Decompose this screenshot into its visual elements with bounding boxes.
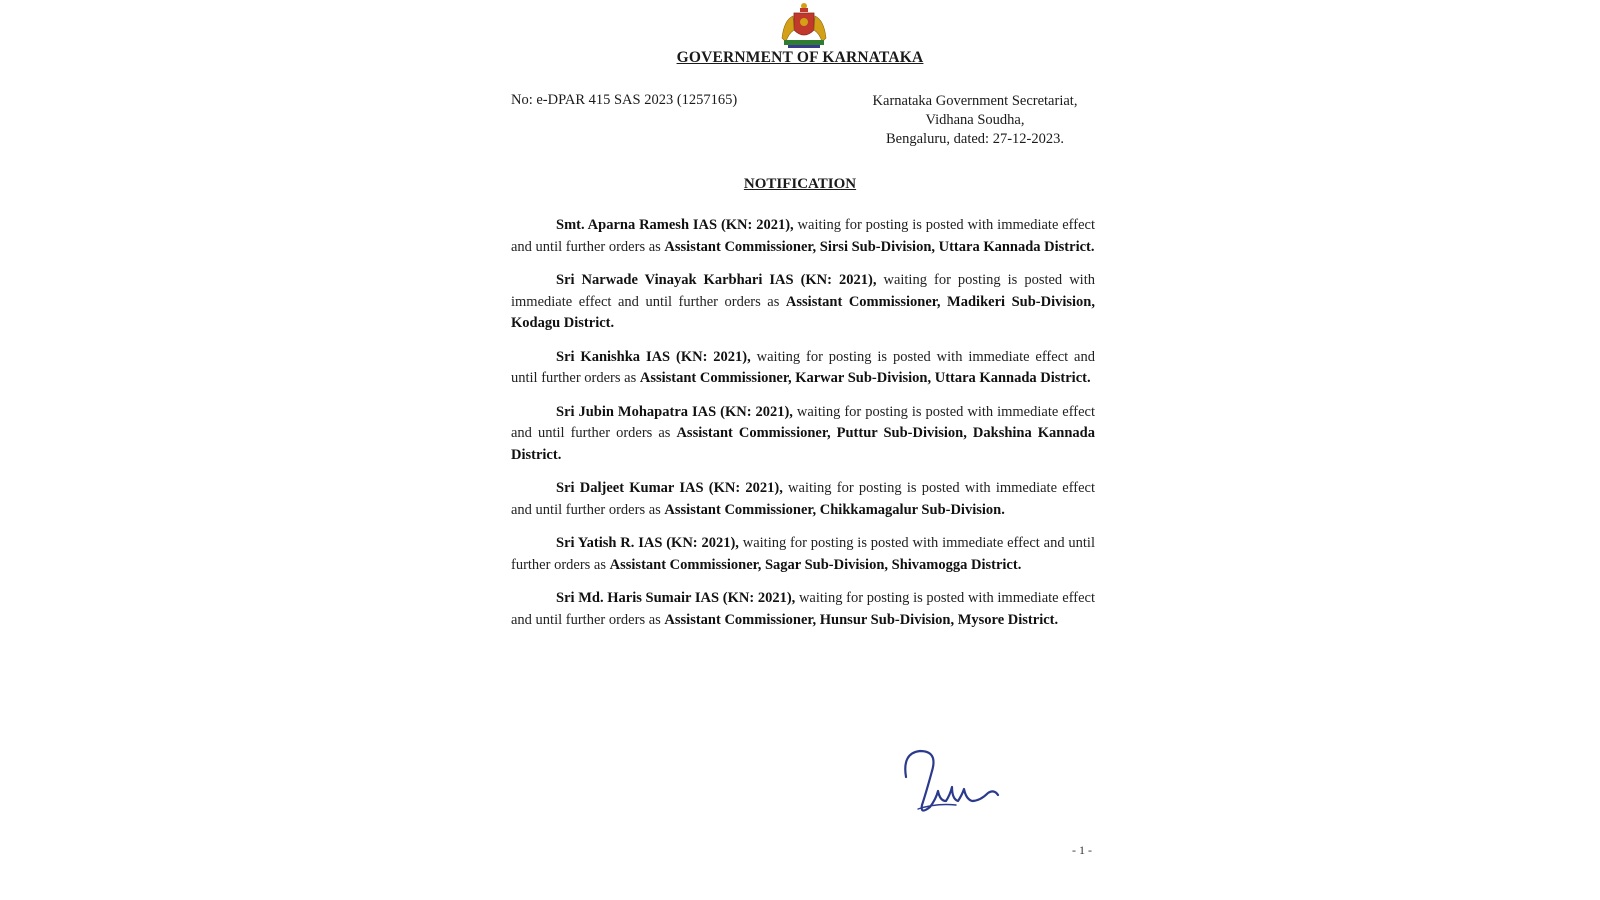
posting-paragraph (511, 478, 1095, 521)
posting-designation: Assistant Commissioner, Madikeri Sub-Division, Kodagu District. (511, 293, 1095, 331)
posting-text: waiting for posting is posted with immediate effect and until further orders as (511, 272, 1095, 310)
officer-name: Sri Kanishka IAS (KN: 2021), (556, 348, 751, 365)
notification-heading: NOTIFICATION (743, 176, 857, 192)
posting-designation: Assistant Commissioner, Sirsi Sub-Division, Uttara Kannada District. (664, 238, 1095, 255)
handwritten-signature-icon (896, 745, 1006, 820)
address-line-1: Karnataka Government Secretariat, (872, 93, 1078, 109)
officer-name: Sri Daljeet Kumar IAS (KN: 2021), (556, 480, 783, 496)
government-title: GOVERNMENT OF KARNATAKA (676, 49, 924, 66)
posting-text: waiting for posting is posted with immediate effect and until further orders as (511, 403, 1095, 441)
officer-name: Sri Jubin Mohapatra IAS (KN: 2021), (556, 403, 793, 420)
officer-name: Smt. Aparna Ramesh IAS (KN: 2021), (556, 217, 794, 233)
posting-list (511, 215, 1095, 643)
posting-paragraph (511, 402, 1095, 467)
address-line-date: Bengaluru, dated: 27-12-2023. (886, 131, 1064, 147)
posting-designation: Assistant Commissioner, Puttur Sub-Division, Dakshina Kannada District. (511, 425, 1095, 463)
officer-name: Sri Yatish R. IAS (KN: 2021), (556, 535, 739, 551)
office-address (850, 92, 1100, 149)
posting-text: waiting for posting is posted with immediate effect and until further orders as (511, 217, 1095, 255)
officer-name: Sri Md. Haris Sumair IAS (KN: 2021), (556, 590, 796, 606)
posting-text: waiting for posting is posted with immediate effect and until further orders as (511, 535, 1095, 573)
karnataka-state-emblem-icon (776, 0, 832, 50)
posting-paragraph (511, 347, 1095, 390)
officer-name: Sri Narwade Vinayak Karbhari IAS (KN: 2021), (556, 272, 877, 288)
posting-designation: Assistant Commissioner, Karwar Sub-Division, Uttara Kannada District. (639, 370, 1091, 386)
posting-paragraph (511, 588, 1095, 631)
posting-text: waiting for posting is posted with immediate effect and until further orders as (511, 348, 1095, 386)
posting-paragraph (511, 215, 1095, 258)
page-number: - 1 - (1072, 843, 1092, 857)
posting-designation: Assistant Commissioner, Hunsur Sub-Division, Mysore District. (664, 611, 1059, 628)
posting-paragraph (511, 270, 1095, 335)
posting-designation: Assistant Commissioner, Sagar Sub-Division, Shivamogga District. (609, 556, 1022, 573)
posting-paragraph (511, 533, 1095, 576)
reference-number: No: e-DPAR 415 SAS 2023 (1257165) (511, 92, 738, 108)
address-line-2: Vidhana Soudha, (925, 112, 1025, 128)
posting-text: waiting for posting is posted with immediate effect and until further orders as (511, 590, 1095, 628)
posting-designation: Assistant Commissioner, Chikkamagalur Sub-Division. (664, 501, 1005, 518)
posting-text: waiting for posting is posted with immediate effect and until further orders as (511, 480, 1095, 518)
